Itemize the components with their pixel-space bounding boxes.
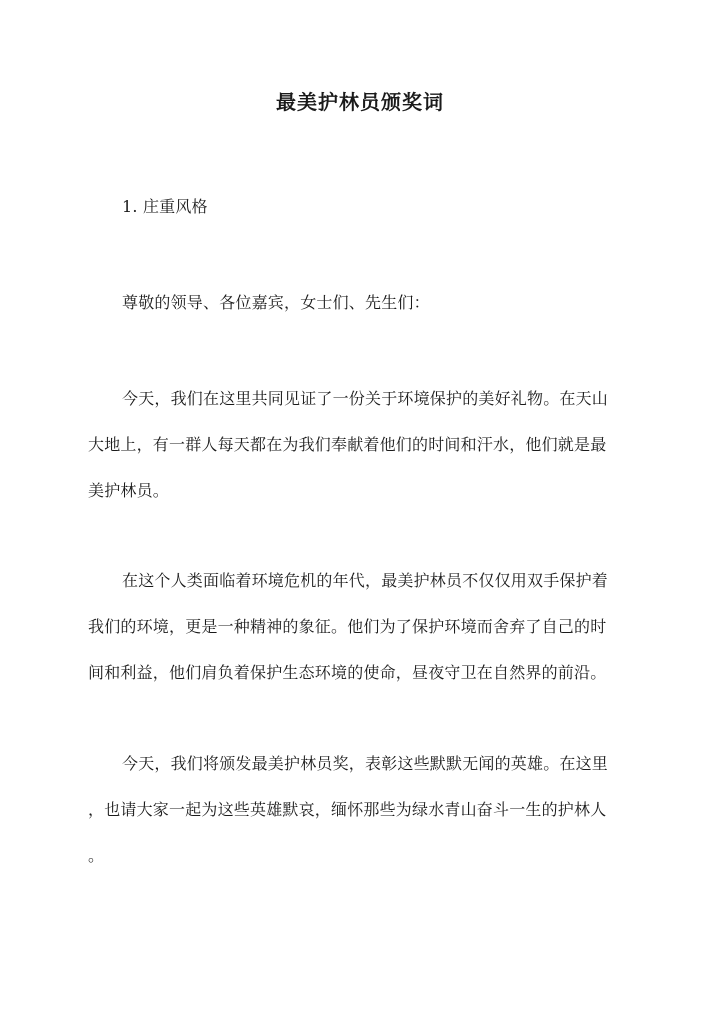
paragraph-1-line: 大地上，有一群人每天都在为我们奉献着他们的时间和汗水，他们就是最 — [88, 435, 607, 454]
paragraph-3 — [88, 741, 636, 879]
section-heading — [88, 184, 636, 230]
paragraph-1-line: 美护林员。 — [88, 481, 170, 500]
paragraph-3-line: 。 — [88, 846, 105, 865]
paragraph-2-line: 我们的环境，更是一种精神的象征。他们为了保护环境而舍弃了自己的时 — [88, 617, 607, 636]
section-heading-text: 1. 庄重风格 — [122, 197, 208, 216]
document-title: 最美护林员颁奖词 — [276, 90, 444, 114]
greeting-text: 尊敬的领导、各位嘉宾，女士们、先生们： — [122, 293, 430, 312]
paragraph-2 — [88, 558, 636, 696]
paragraph-3-line: ，也请大家一起为这些英雄默哀，缅怀那些为绿水青山奋斗一生的护林人 — [88, 800, 607, 819]
paragraph-2-line: 间和利益，他们肩负着保护生态环境的使命，昼夜守卫在自然界的前沿。 — [88, 663, 607, 682]
paragraph-2-line: 在这个人类面临着环境危机的年代，最美护林员不仅仅用双手保护着 — [122, 571, 609, 590]
paragraph-1-line: 今天，我们在这里共同见证了一份关于环境保护的美好礼物。在天山 — [122, 389, 609, 408]
paragraph-1 — [88, 376, 636, 514]
greeting-paragraph — [88, 280, 636, 326]
paragraph-3-line: 今天，我们将颁发最美护林员奖，表彰这些默默无闻的英雄。在这里 — [122, 754, 609, 773]
